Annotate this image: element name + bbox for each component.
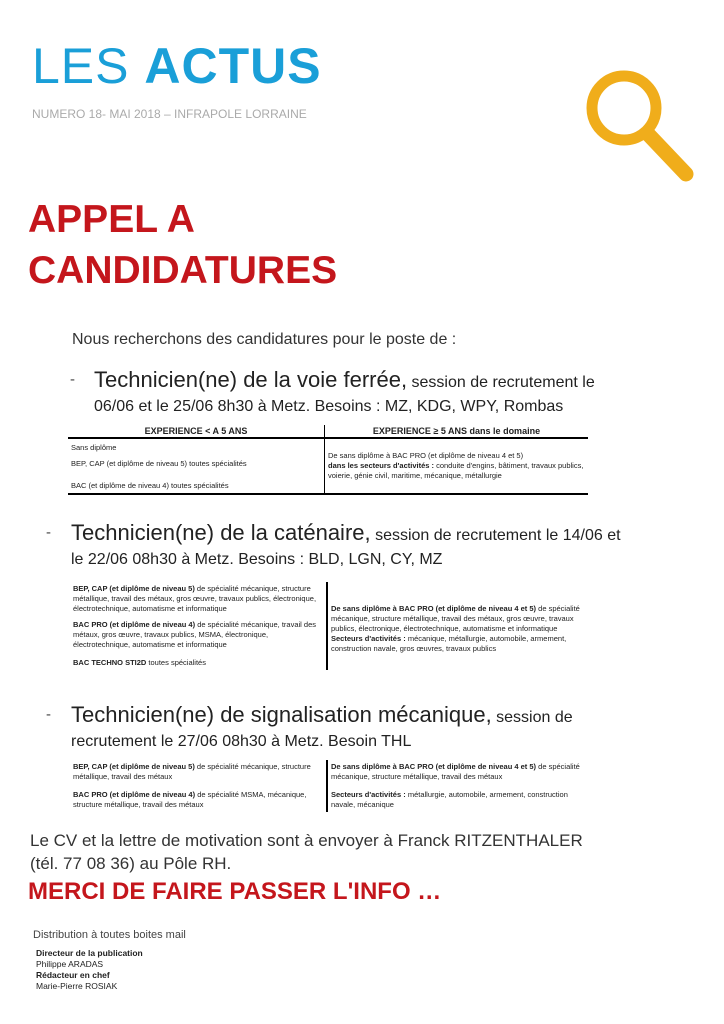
magnifier-icon	[572, 60, 700, 188]
job-voie-ferree	[70, 368, 694, 419]
job-title: Technicien(ne) de signalisation mécanique,	[71, 702, 492, 727]
requirement-item	[331, 790, 587, 810]
editor-label: Rédacteur en chef	[36, 970, 110, 980]
title-les: LES	[32, 38, 145, 94]
sector-text: métallurgie, automobile, armement, construction navale, mécanique	[331, 790, 568, 809]
requirement-text: de spécialité mécanique, structure métallique, travail des métaux, gros œuvre, travaux publics, électronique, électrotechnique, automatisme et informatique	[73, 584, 317, 613]
requirements-table-catenaire	[70, 582, 590, 670]
job-title: Technicien(ne) de la voie ferrée,	[94, 367, 408, 392]
intro-text: Nous recherchons des candidatures pour le poste de :	[72, 331, 457, 348]
job-details: recrutement le 27/06 08h30 à Metz. Besoin THL	[71, 733, 412, 750]
requirement-item	[73, 620, 323, 650]
requirement-item: BAC (et diplôme de niveau 4) toutes spécialités	[71, 481, 229, 490]
requirement-item	[73, 584, 323, 614]
bullet-dash: -	[70, 371, 75, 388]
call-to-action: MERCI DE FAIRE PASSER L'INFO …	[28, 878, 442, 905]
job-signalisation	[46, 703, 711, 754]
requirement-item: BEP, CAP (et diplôme de niveau 5) toutes spécialités	[71, 459, 247, 468]
table-left-cell	[70, 582, 327, 670]
requirements-table-signalisation	[70, 760, 590, 812]
sector-label: Secteurs d'activités :	[331, 790, 406, 799]
requirement-level: De sans diplôme à BAC PRO (et diplôme de niveau 4 et 5)	[331, 604, 537, 613]
table-right-cell	[325, 438, 589, 494]
distribution-note: Distribution à toutes boites mail	[33, 929, 186, 941]
table-left-cell	[70, 760, 327, 812]
sector-text: mécanique, métallurgie, automobile, armement, construction navale, gros œuvres, travaux publics	[331, 634, 567, 653]
requirement-item: Sans diplôme	[71, 443, 117, 452]
requirement-item	[73, 762, 323, 782]
requirement-item: De sans diplôme à BAC PRO (et diplôme de niveau 4 et 5)	[328, 451, 524, 460]
requirement-text: de spécialité mécanique, structure métallique, travail des métaux, gros œuvre, travaux publics, électronique, électrotechnique, automatisme et informatique	[331, 604, 580, 633]
headline-line-2: CANDIDATURES	[28, 249, 338, 292]
sector-label: dans les secteurs d'activités :	[328, 461, 434, 470]
closing-line-1: Le CV et la lettre de motivation sont à envoyer à Franck RITZENTHALER	[30, 831, 583, 850]
requirement-text: de spécialité mécanique, structure métallique, travail des métaux	[73, 762, 311, 781]
issue-line: NUMERO 18- MAI 2018 – INFRAPOLE LORRAINE	[32, 107, 307, 121]
job-session: session de	[491, 709, 573, 726]
bullet-dash: -	[46, 524, 51, 541]
job-details: 06/06 et le 25/06 8h30 à Metz. Besoins : MZ, KDG, WPY, Rombas	[94, 398, 564, 415]
page-title	[28, 194, 337, 296]
table-right-cell	[327, 582, 590, 670]
director-name: Philippe ARADAS	[36, 959, 104, 969]
bullet-dash: -	[46, 706, 51, 723]
job-session: session de recrutement le 14/06 et	[370, 527, 621, 544]
requirement-level: BAC TECHNO STI2D	[73, 658, 147, 667]
requirement-item	[328, 461, 585, 481]
requirements-table-voie	[68, 425, 588, 495]
requirement-text: de spécialité mécanique, travail des métaux, gros œuvre, travaux publics, MSMA, électronique, électrotechnique, automatisme et informatique	[73, 620, 317, 649]
table-right-cell	[327, 760, 590, 812]
job-details: le 22/06 08h30 à Metz. Besoins : BLD, LGN, CY, MZ	[71, 551, 443, 568]
sector-label: Secteurs d'activités :	[331, 634, 406, 643]
table-header-over-5: EXPERIENCE ≥ 5 ANS dans le domaine	[325, 425, 589, 438]
requirement-level: BAC PRO (et diplôme de niveau 4)	[73, 620, 196, 629]
job-catenaire	[46, 521, 711, 572]
requirement-text: toutes spécialités	[146, 658, 206, 667]
table-left-cell	[68, 438, 325, 494]
requirement-text: de spécialité MSMA, mécanique, structure métallique, travail des métaux	[73, 790, 307, 809]
job-title: Technicien(ne) de la caténaire,	[71, 520, 371, 545]
requirement-item	[331, 634, 587, 654]
requirement-item	[73, 658, 323, 668]
closing-text	[30, 829, 583, 875]
requirement-level: BAC PRO (et diplôme de niveau 4)	[73, 790, 196, 799]
publication-credits	[36, 948, 143, 992]
requirement-level: BEP, CAP (et diplôme de niveau 5)	[73, 762, 195, 771]
requirement-text: de spécialité mécanique, structure métallique, travail des métaux	[331, 762, 580, 781]
editor-name: Marie-Pierre ROSIAK	[36, 981, 118, 991]
requirement-level: BEP, CAP (et diplôme de niveau 5)	[73, 584, 195, 593]
job-session: session de recrutement le	[407, 374, 595, 391]
requirement-item	[331, 762, 587, 782]
closing-line-2: (tél. 77 08 36) au Pôle RH.	[30, 854, 232, 873]
title-actus: ACTUS	[144, 38, 322, 94]
requirement-level: De sans diplôme à BAC PRO (et diplôme de niveau 4 et 5)	[331, 762, 537, 771]
director-label: Directeur de la publication	[36, 948, 143, 958]
sector-text: conduite d'engins, bâtiment, travaux publics, voierie, génie civil, maritime, mécanique, métallurgie	[328, 461, 584, 480]
requirement-item	[73, 790, 323, 810]
table-header-under-5: EXPERIENCE < A 5 ANS	[68, 425, 325, 438]
requirement-item	[331, 604, 587, 634]
newsletter-title	[32, 36, 322, 96]
headline-line-1: APPEL A	[28, 198, 195, 241]
